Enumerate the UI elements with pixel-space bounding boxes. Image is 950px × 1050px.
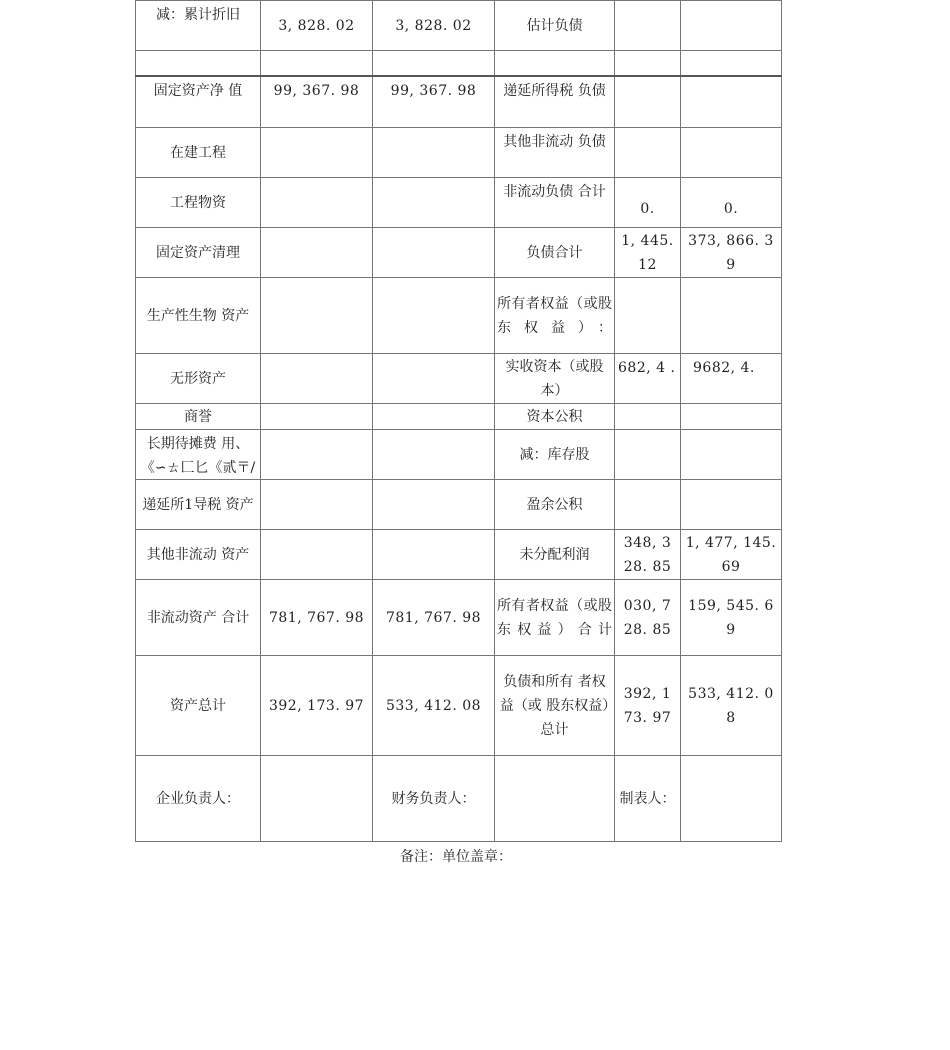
- liability-label: 非流动负债 合计: [495, 178, 615, 228]
- table-row: [136, 1, 782, 51]
- liability-begin-value: 392, 1 73. 97: [615, 656, 681, 756]
- liability-end-value: 9682, 4.: [681, 354, 782, 404]
- begin-value: [261, 530, 373, 580]
- liability-begin-value: [615, 51, 681, 76]
- table-row: [136, 430, 782, 480]
- begin-value: 781, 767. 98: [261, 580, 373, 656]
- begin-value: [261, 51, 373, 76]
- begin-value: [261, 404, 373, 430]
- liability-end-value: [681, 1, 782, 51]
- liability-begin-value: [615, 1, 681, 51]
- row-label: 资产总计: [136, 656, 261, 756]
- row-label: [136, 51, 261, 76]
- row-label: 非流动资产 合计: [136, 580, 261, 656]
- liability-label: 负债合计: [495, 228, 615, 278]
- begin-value: 392, 173. 97: [261, 656, 373, 756]
- preparer-label: 制表人：: [615, 756, 681, 842]
- end-value: 781, 767. 98: [373, 580, 495, 656]
- liability-end-value: 373, 866. 39: [681, 228, 782, 278]
- liability-end-value: [681, 76, 782, 128]
- begin-value: [261, 128, 373, 178]
- liability-end-value: 159, 545. 69: [681, 580, 782, 656]
- liability-begin-value: 348, 3 28. 85: [615, 530, 681, 580]
- liability-begin-value: [615, 76, 681, 128]
- finance-head-label: 财务负责人：: [373, 756, 495, 842]
- liability-label: 递延所得税 负债: [495, 76, 615, 128]
- liability-begin-value: [615, 404, 681, 430]
- table-row: [136, 178, 782, 228]
- liability-label: 资本公积: [495, 404, 615, 430]
- end-value: [373, 430, 495, 480]
- liability-begin-value: 030, 7 28. 85: [615, 580, 681, 656]
- row-label: 其他非流动 资产: [136, 530, 261, 580]
- finance-head-signature: [495, 756, 615, 842]
- liability-label: 减：库存股: [495, 430, 615, 480]
- end-value: [373, 480, 495, 530]
- liability-begin-value: 1, 445. 12: [615, 228, 681, 278]
- end-value: 99, 367. 98: [373, 76, 495, 128]
- liability-label: [495, 51, 615, 76]
- liability-label: 估计负债: [495, 1, 615, 51]
- end-value: [373, 228, 495, 278]
- balance-sheet-table: [135, 0, 782, 842]
- table-row: [136, 404, 782, 430]
- signature-row: [136, 756, 782, 842]
- liability-label: 所有者权益（或股东权益）：: [495, 278, 615, 354]
- liability-end-value: 1, 477, 145. 69: [681, 530, 782, 580]
- row-label: 减：累计折旧: [136, 1, 261, 51]
- end-value: 3, 828. 02: [373, 1, 495, 51]
- liability-begin-value: [615, 430, 681, 480]
- liability-label: 负债和所有 者权益（或 股东权益）总计: [495, 656, 615, 756]
- liability-begin-value: [615, 480, 681, 530]
- end-value: [373, 354, 495, 404]
- begin-value: 99, 367. 98: [261, 76, 373, 128]
- table-row: [136, 580, 782, 656]
- liability-begin-value: [615, 128, 681, 178]
- liability-begin-value: [615, 278, 681, 354]
- end-value: [373, 404, 495, 430]
- row-label: 无形资产: [136, 354, 261, 404]
- row-label: [136, 430, 261, 480]
- table-row: [136, 51, 782, 76]
- end-value: [373, 128, 495, 178]
- begin-value: [261, 178, 373, 228]
- liability-end-value: 533, 412. 08: [681, 656, 782, 756]
- row-label: 商誉: [136, 404, 261, 430]
- begin-value: [261, 430, 373, 480]
- table-row: [136, 354, 782, 404]
- begin-value: [261, 354, 373, 404]
- liability-end-value: [681, 128, 782, 178]
- liability-label: 盈余公积: [495, 480, 615, 530]
- end-value: [373, 530, 495, 580]
- preparer-signature: [681, 756, 782, 842]
- liability-begin-value: 682, 4 .: [615, 354, 681, 404]
- liability-end-value: [681, 404, 782, 430]
- row-label: 递延所1导税 资产: [136, 480, 261, 530]
- end-value: [373, 178, 495, 228]
- begin-value: [261, 228, 373, 278]
- table-row: [136, 228, 782, 278]
- table-row: [136, 530, 782, 580]
- liability-begin-value: 0.: [615, 178, 681, 228]
- table-row: [136, 128, 782, 178]
- end-value: 533, 412. 08: [373, 656, 495, 756]
- table-row: [136, 656, 782, 756]
- liability-end-value: 0.: [681, 178, 782, 228]
- end-value: [373, 278, 495, 354]
- table-row: [136, 76, 782, 128]
- begin-value: [261, 278, 373, 354]
- enterprise-head-label: 企业负责人：: [136, 756, 261, 842]
- liability-end-value: [681, 51, 782, 76]
- liability-end-value: [681, 480, 782, 530]
- liability-end-value: [681, 278, 782, 354]
- begin-value: 3, 828. 02: [261, 1, 373, 51]
- row-label: 固定资产净 值: [136, 76, 261, 128]
- enterprise-head-signature: [261, 756, 373, 842]
- liability-label: 其他非流动 负债: [495, 128, 615, 178]
- row-label: 固定资产清理: [136, 228, 261, 278]
- row-label: 生产性生物 资产: [136, 278, 261, 354]
- row-label: 在建工程: [136, 128, 261, 178]
- begin-value: [261, 480, 373, 530]
- row-label: 工程物资: [136, 178, 261, 228]
- table-row: [136, 480, 782, 530]
- table-row: [136, 278, 782, 354]
- liability-end-value: [681, 430, 782, 480]
- liability-label: 实收资本（或股本）: [495, 354, 615, 404]
- liability-label: 所有者权益（或股东权益）合计: [495, 580, 615, 656]
- remark-note: 备注：单位盖章：: [400, 849, 512, 865]
- end-value: [373, 51, 495, 76]
- row-label-text: 长期待摊费 用、《∽ㄊ匚匕《贰〒/: [140, 436, 256, 476]
- liability-label: 未分配利润: [495, 530, 615, 580]
